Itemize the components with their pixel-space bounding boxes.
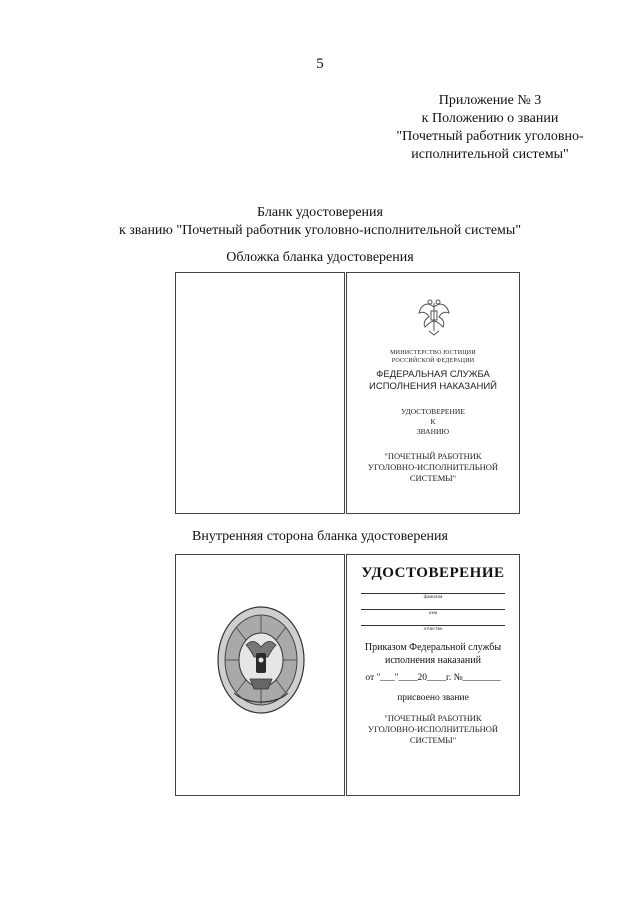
surname-caption: фамилия	[423, 595, 443, 600]
inner-rank-line-3: СИСТЕМЫ"	[409, 735, 457, 745]
cover-right-panel	[346, 272, 520, 514]
cover-certificate-line-2: К	[430, 417, 436, 426]
appendix-reference	[380, 92, 600, 164]
cover-certificate-line-1: УДОСТОВЕРЕНИЕ	[401, 407, 465, 416]
service-line-2: ИСПОЛНЕНИЯ НАКАЗАНИЙ	[369, 381, 497, 392]
cover-rank-title	[347, 451, 519, 484]
ministry-name	[347, 349, 519, 365]
service-name	[347, 369, 519, 393]
inner-rank-title	[347, 713, 519, 746]
cover-rank-line-2: УГОЛОВНО-ИСПОЛНИТЕЛЬНОЙ	[367, 462, 499, 472]
patronymic-caption: отчество	[423, 627, 443, 632]
service-line-1: ФЕДЕРАЛЬНАЯ СЛУЖБА	[376, 369, 490, 380]
inner-rank-line-1: "ПОЧЕТНЫЙ РАБОТНИК	[384, 713, 482, 723]
cover-certificate-line-3: ЗВАНИЮ	[416, 427, 450, 436]
form-title-line-2: к званию "Почетный работник уголовно-исполнительной системы"	[118, 223, 522, 238]
double-headed-eagle-icon	[417, 297, 451, 337]
name-line	[361, 609, 505, 610]
cover-rank-line-1: "ПОЧЕТНЫЙ РАБОТНИК	[384, 451, 482, 461]
form-title	[0, 204, 640, 240]
ministry-line-2: РОССИЙСКОЙ ФЕДЕРАЦИИ	[391, 358, 475, 364]
form-title-line-1: Бланк удостоверения	[257, 205, 383, 220]
honorary-badge-icon	[216, 605, 306, 715]
appendix-line-4: исполнительной системы"	[411, 147, 569, 162]
certificate-title: УДОСТОВЕРЕНИЕ	[361, 565, 505, 581]
inner-left-panel	[175, 554, 345, 796]
cover-left-panel	[175, 272, 345, 514]
order-date-field: от "___"____20____г. №________	[365, 673, 501, 683]
order-line-1: Приказом Федеральной службы	[364, 642, 502, 653]
name-caption: имя	[428, 611, 438, 616]
awarded-text: присвоено звание	[397, 693, 469, 703]
order-line-2: исполнения наказаний	[385, 655, 481, 666]
cover-certificate-label	[347, 407, 519, 437]
appendix-line-2: к Положению о звании	[421, 111, 559, 126]
surname-line	[361, 593, 505, 594]
page-number: 5	[316, 56, 324, 72]
inner-rank-line-2: УГОЛОВНО-ИСПОЛНИТЕЛЬНОЙ	[367, 724, 499, 734]
appendix-line-3: "Почетный работник уголовно-	[396, 129, 584, 144]
inner-right-panel	[346, 554, 520, 796]
appendix-line-1: Приложение № 3	[438, 93, 542, 108]
cover-rank-line-3: СИСТЕМЫ"	[409, 473, 457, 483]
ministry-line-1: МИНИСТЕРСТВО ЮСТИЦИИ	[390, 350, 476, 356]
order-reference	[347, 641, 519, 667]
cover-heading: Обложка бланка удостоверения	[226, 250, 414, 265]
inner-heading: Внутренняя сторона бланка удостоверения	[192, 529, 448, 544]
patronymic-line	[361, 625, 505, 626]
